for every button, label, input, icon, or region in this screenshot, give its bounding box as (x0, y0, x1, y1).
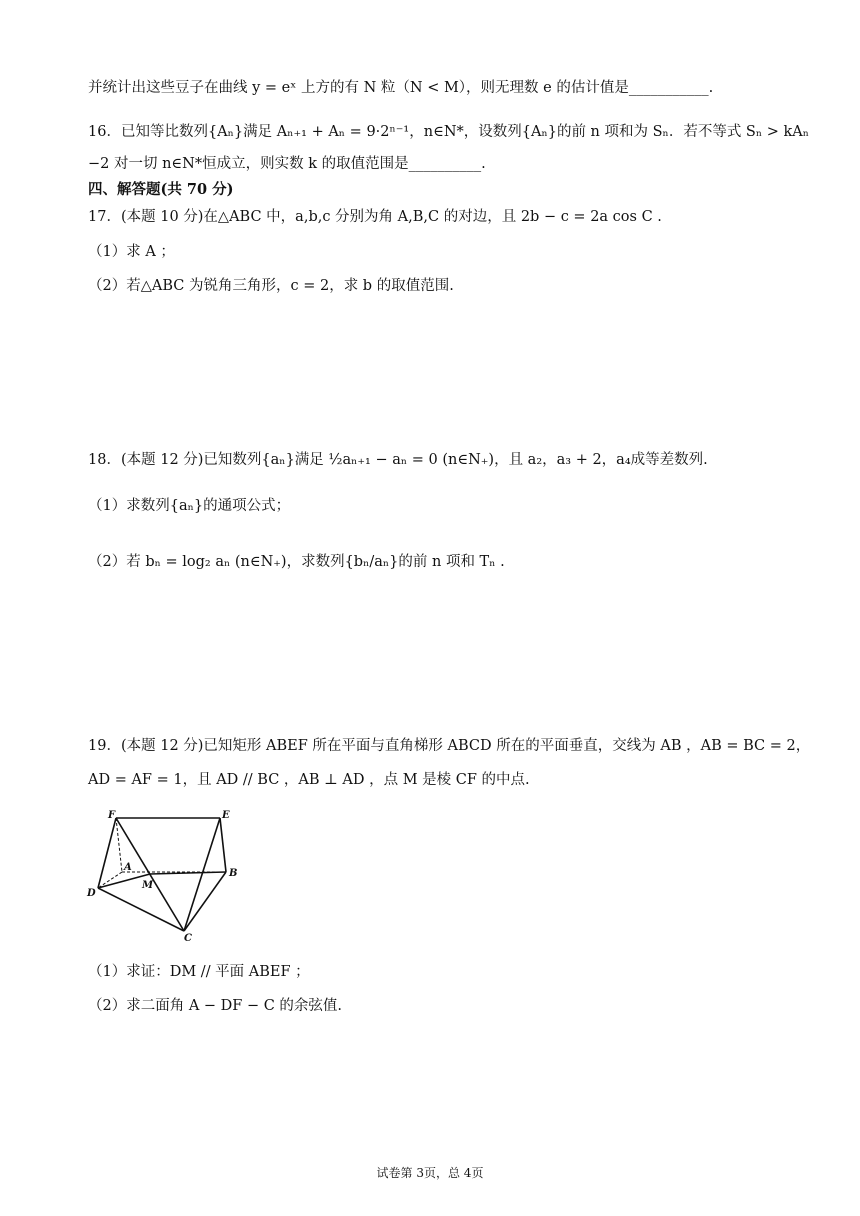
q17-stem: 17．(本题 10 分)在△ABC 中，a,b,c 分别为角 A,B,C 的对边，且 2b − c = 2a cos C . (88, 209, 662, 225)
q17-part-2: （2）若△ABC 为锐角三角形，c = 2，求 b 的取值范围. (88, 278, 454, 294)
geometry-figure (84, 806, 264, 942)
q18-part-2: （2）若 bₙ = log₂ aₙ (n∈N₊)，求数列{bₙ/aₙ}的前 n 项和 Tₙ . (88, 554, 505, 570)
section-heading: 四、解答题(共 70 分) (88, 181, 234, 198)
q15-continuation: 并统计出这些豆子在曲线 y = eˣ 上方的有 N 粒（N < M），则无理数 e 的估计值是___________. (88, 80, 714, 96)
label-A: A (124, 862, 132, 873)
q19-stem-2: AD = AF = 1，且 AD // BC ，AB ⊥ AD ，点 M 是棱 CF 的中点. (88, 772, 530, 788)
q16-line-2: −2 对一切 n∈N*恒成立，则实数 k 的取值范围是__________. (88, 156, 486, 172)
label-E: E (222, 810, 230, 821)
label-F: F (108, 810, 116, 821)
label-D: D (87, 888, 96, 899)
q19-stem-1: 19．(本题 12 分)已知矩形 ABEF 所在平面与直角梯形 ABCD 所在的平面垂直，交线为 AB ，AB = BC = 2， (88, 738, 811, 754)
q17-part-1: （1）求 A ； (88, 244, 175, 260)
label-C: C (184, 933, 192, 942)
page-footer: 试卷第 3页，总 4页 (376, 1166, 484, 1180)
q19-part-1: （1）求证：DM // 平面 ABEF ； (88, 964, 310, 980)
q16-line-1: 16．已知等比数列{Aₙ}满足 Aₙ₊₁ + Aₙ = 9·2ⁿ⁻¹，n∈N*，设数列{Aₙ}的前 n 项和为 Sₙ．若不等式 Sₙ > kAₙ (88, 124, 810, 140)
label-B: B (229, 868, 238, 879)
q18-part-1: （1）求数列{aₙ}的通项公式； (88, 498, 291, 514)
q19-part-2: （2）求二面角 A − DF − C 的余弦值. (88, 998, 343, 1014)
q18-stem: 18．(本题 12 分)已知数列{aₙ}满足 ½aₙ₊₁ − aₙ = 0 (n∈N₊)，且 a₂，a₃ + 2，a₄成等差数列. (88, 452, 708, 468)
label-M: M (142, 880, 154, 891)
